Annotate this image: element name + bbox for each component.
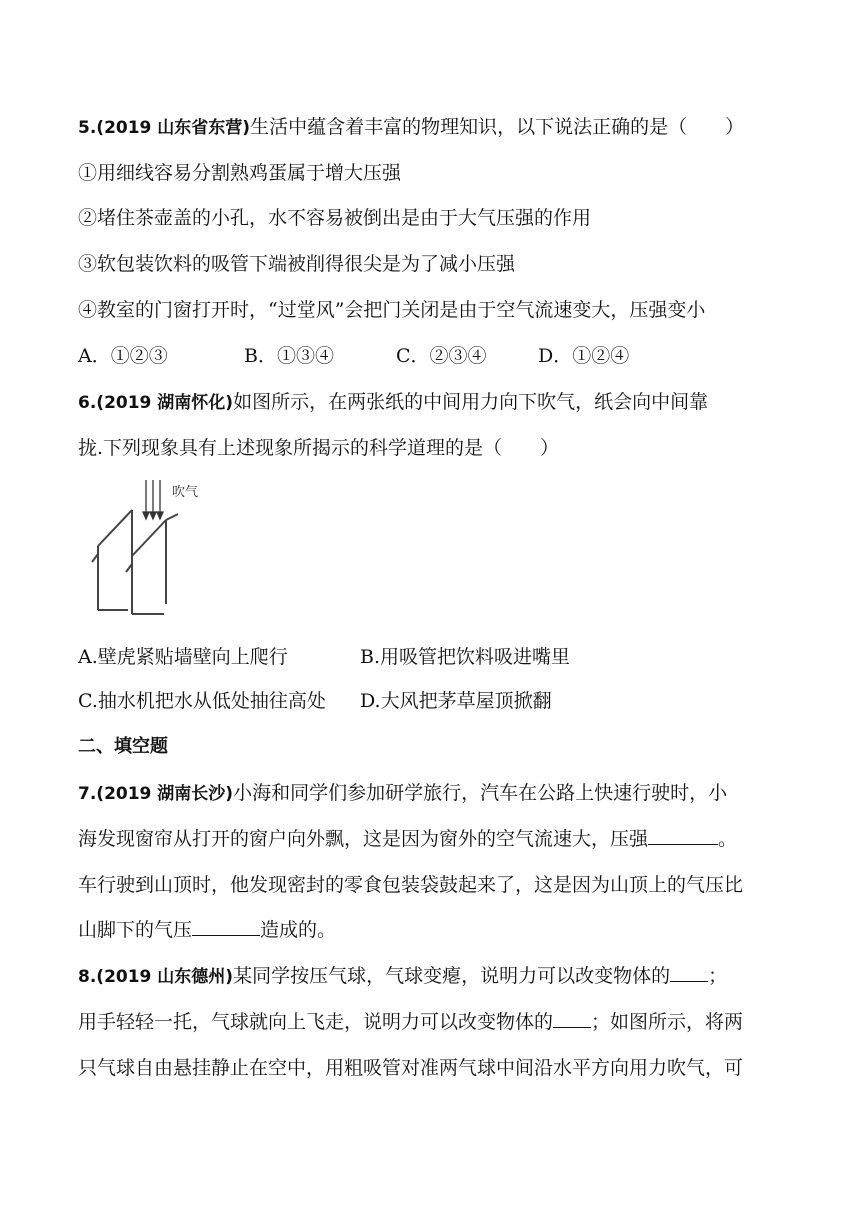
two-paper-sheets-figure [84,474,214,624]
q8-source: (2019 山东德州) [96,967,234,987]
q5-option-d: D．①②④ [538,345,630,367]
blow-label: 吹气 [172,485,199,500]
q7-blank-2[interactable] [192,917,260,936]
q6-stem-1: 如图所示，在两张纸的中间用力向下吹气，纸会向中间靠 [233,391,709,413]
q5-options [78,343,629,369]
q5-item-3: ③软包装饮料的吸管下端被削得很尖是为了减小压强 [78,253,516,275]
q6-option-d: D.大风把茅草屋顶掀翻 [360,690,552,712]
q8-text-2b: ；如图所示，将两 [591,1011,744,1033]
q7-text-2b: 。 [718,828,738,850]
q7-number: 7. [78,784,97,804]
q5-option-c: C．②③④ [396,345,487,367]
q6-option-b: B.用吸管把饮料吸进嘴里 [360,646,571,668]
q6-source: (2019 湖南怀化) [96,393,234,413]
q8-text-2a: 用手轻轻一托，气球就向上飞走，说明力可以改变物体的 [78,1011,554,1033]
q7-blank-1[interactable] [648,826,718,845]
q5-item-2: ②堵住茶壶盖的小孔，水不容易被倒出是由于大气压强的作用 [78,207,592,229]
q8-line-3: 只气球自由悬挂静止在空中，用粗吸管对准两气球中间沿水平方向用力吹气，可 [78,1057,744,1079]
right-paper-sheet [126,514,178,614]
q5-option-a: A．①②③ [78,345,168,367]
q6-number: 6. [78,393,97,413]
q8-number: 8. [78,967,97,987]
q5-source: (2019 山东省东营) [96,118,251,138]
q5-stem-line [78,114,744,141]
down-arrows-icon [143,480,163,519]
q6-stem-line-2: 拢.下列现象具有上述现象所揭示的科学道理的是（ ） [78,437,560,459]
q6-stem-line-1 [78,389,708,416]
q8-text-1b: ； [708,965,728,987]
q6-option-c: C.抽水机把水从低处抽往高处 [78,690,326,712]
q7-line-2 [78,826,737,852]
q6-options-row-2 [78,688,552,714]
q7-text-4b: 造成的。 [260,919,337,941]
q7-text-1: 小海和同学们参加研学旅行，汽车在公路上快速行驶时，小 [233,782,728,804]
q8-text-1a: 某同学按压气球，气球变瘪，说明力可以改变物体的 [233,965,671,987]
q7-line-1 [78,780,727,807]
q6-option-a: A.壁虎紧贴墙壁向上爬行 [78,646,288,668]
q5-number: 5. [78,118,97,138]
q8-blank-1[interactable] [670,963,708,982]
q7-line-3: 车行驶到山顶时，他发现密封的零食包装袋鼓起来了，这是因为山顶上的气压比 [78,874,744,896]
q6-options-row-1 [78,644,570,670]
q5-option-b: B．①③④ [244,345,334,367]
q7-line-4 [78,917,336,943]
q7-source: (2019 湖南长沙) [96,784,234,804]
blowing-paper-diagram [84,474,214,624]
q7-text-4a: 山脚下的气压 [78,919,193,941]
q5-item-1: ①用细线容易分割熟鸡蛋属于增大压强 [78,162,402,184]
q8-line-2 [78,1009,743,1035]
q5-stem: 生活中蕴含着丰富的物理知识，以下说法正确的是（ ） [250,116,745,138]
q5-item-4: ④教室的门窗打开时，“过堂风”会把门关闭是由于空气流速变大，压强变小 [78,299,706,321]
section-title-fill-blank: 二、填空题 [78,736,168,757]
q8-line-1 [78,963,727,990]
q7-text-2a: 海发现窗帘从打开的窗户向外飘，这是因为窗外的空气流速大，压强 [78,828,649,850]
left-paper-sheet [92,510,132,610]
q8-blank-2[interactable] [553,1009,591,1028]
